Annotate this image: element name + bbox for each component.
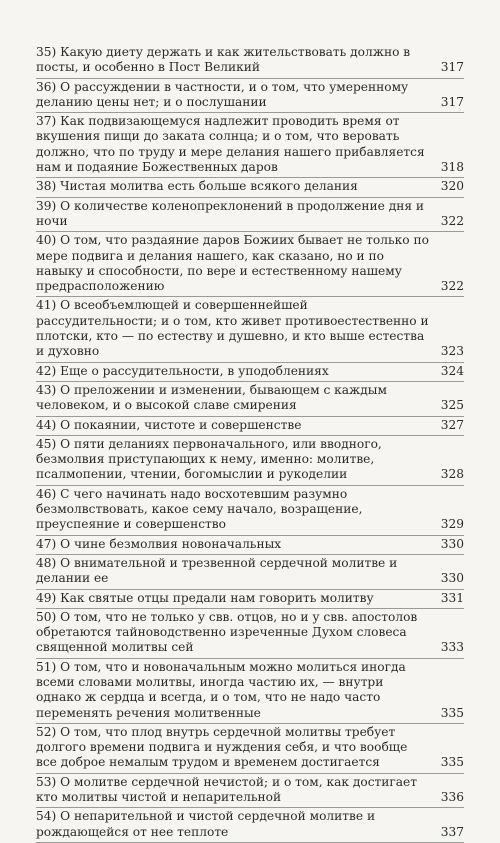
toc-entry-page-number: 335	[440, 705, 464, 720]
toc-entry-page-number: 331	[440, 590, 464, 605]
toc-entry	[36, 555, 464, 590]
toc-entry-title: 35) Какую диету держать и как жительствовать должно в посты, и особенно в Пост Великий	[36, 45, 411, 75]
toc-entry-title: 51) О том, что и новоначальным можно молиться иногда всеми словами молитвы, иногда частию их, — внутри однако ж сердца и всегда, и о том, что не надо часто переменять речения молитвенные	[36, 659, 406, 720]
toc-entry-page-number: 335	[440, 755, 464, 770]
toc-entry-page-number: 318	[440, 160, 464, 175]
toc-entry	[36, 113, 464, 178]
toc-entry-title: 40) О том, что раздаяние даров Божиих бывает не только по мере подвига и делания нашего, как сказано, но и по навыку и способности, по вере и естественному нашему предрасположению	[36, 233, 429, 294]
toc-entry-title: 45) О пяти деланиях первоначального, или вводного, безмолвия приступающих к нему, именно: молитве, псалмопении, чтении, богомыслии и рукоделии	[36, 436, 382, 482]
toc-entry	[36, 436, 464, 486]
toc-entry-page-number: 324	[440, 363, 464, 378]
toc-entry	[36, 297, 464, 362]
toc-entry-page-number: 328	[440, 467, 464, 482]
toc-entry	[36, 774, 464, 809]
toc-entry-page-number: 317	[440, 94, 464, 109]
toc-entry-title: 46) С чего начинать надо восхотевшим разумно безмолвствовать, какое сему начало, возращение, преуспеяние и совершенство	[36, 486, 363, 532]
toc-entry-title: 52) О том, что плод внутрь сердечной молитвы требует долгого времени подвига и нуждения себя, и что вообще все доброе немалым трудом и временем достигается	[36, 724, 408, 770]
toc-entry	[36, 382, 464, 417]
toc-entry-title: 43) О преложении и изменении, бывающем с каждым человеком, и о высокой славе смирения	[36, 382, 387, 413]
toc-entry	[36, 363, 464, 382]
toc-entry-page-number: 323	[440, 344, 464, 359]
toc-entry	[36, 609, 464, 659]
toc-entry-title: 49) Как святые отцы предали нам говорить молитву	[36, 590, 374, 605]
toc-entry	[36, 659, 464, 724]
toc-entry	[36, 178, 464, 197]
toc-entry	[36, 417, 464, 436]
toc-entry	[36, 232, 464, 297]
table-of-contents	[36, 44, 464, 843]
toc-entry	[36, 198, 464, 233]
toc-entry	[36, 44, 464, 79]
toc-entry-title: 42) Еще о рассудительности, в уподоблениях	[36, 363, 329, 378]
toc-entry-page-number: 337	[440, 824, 464, 839]
toc-entry-title: 41) О всеобъемлющей и совершеннейшей рассудительности; и о том, кто живет противоестественно и плотски, кто — по естеству и душевно, и кто выше естества и духовно	[36, 298, 429, 359]
toc-entry-title: 39) О количестве коленопреклонений в продолжение дня и ночи	[36, 198, 425, 228]
toc-entry-page-number: 327	[440, 417, 464, 432]
toc-entry-title: 53) О молитве сердечной нечистой; и о том, как достигает кто молитвы чистой и непарительной	[36, 774, 418, 805]
toc-entry	[36, 536, 464, 555]
toc-entry-title: 48) О внимательной и трезвенной сердечной молитве и делании ее	[36, 555, 398, 586]
toc-entry	[36, 79, 464, 114]
toc-entry-title: 50) О том, что не только у свв. отцов, но и у свв. апостолов обретаются тайноводственно изреченные Духом словеса священной молитвы сей	[36, 609, 418, 655]
toc-entry-title: 36) О рассуждении в частности, и о том, что умеренному деланию цены нет; и о послушании	[36, 79, 409, 109]
toc-entry-title: 44) О покаянии, чистоте и совершенстве	[36, 417, 302, 432]
toc-entry-page-number: 322	[440, 279, 464, 294]
toc-entry-page-number: 325	[440, 398, 464, 413]
toc-entry-page-number: 317	[440, 60, 464, 75]
toc-entry	[36, 486, 464, 536]
toc-entry	[36, 808, 464, 843]
toc-entry-title: 47) О чине безмолвия новоначальных	[36, 536, 282, 551]
toc-entry-title: 54) О непарительной и чистой сердечной молитве и рождающейся от нее теплоте	[36, 809, 376, 839]
toc-entry-page-number: 336	[440, 790, 464, 805]
toc-entry-page-number: 322	[440, 213, 464, 228]
toc-entry-page-number: 329	[440, 517, 464, 532]
toc-entry-page-number: 320	[440, 179, 464, 194]
toc-entry-title: 38) Чистая молитва есть больше всякого делания	[36, 179, 358, 194]
toc-entry-page-number: 333	[440, 640, 464, 655]
toc-entry	[36, 724, 464, 774]
toc-entry-page-number: 330	[440, 571, 464, 586]
toc-entry-title: 37) Как подвизающемуся надлежит проводить время от вкушения пищи до заката солнца; и о том, что веровать должно, что по труду и мере делания нашего прибавляется нам и подаяние Божественных даров	[36, 114, 425, 175]
toc-entry	[36, 590, 464, 609]
toc-entry-page-number: 330	[440, 536, 464, 551]
